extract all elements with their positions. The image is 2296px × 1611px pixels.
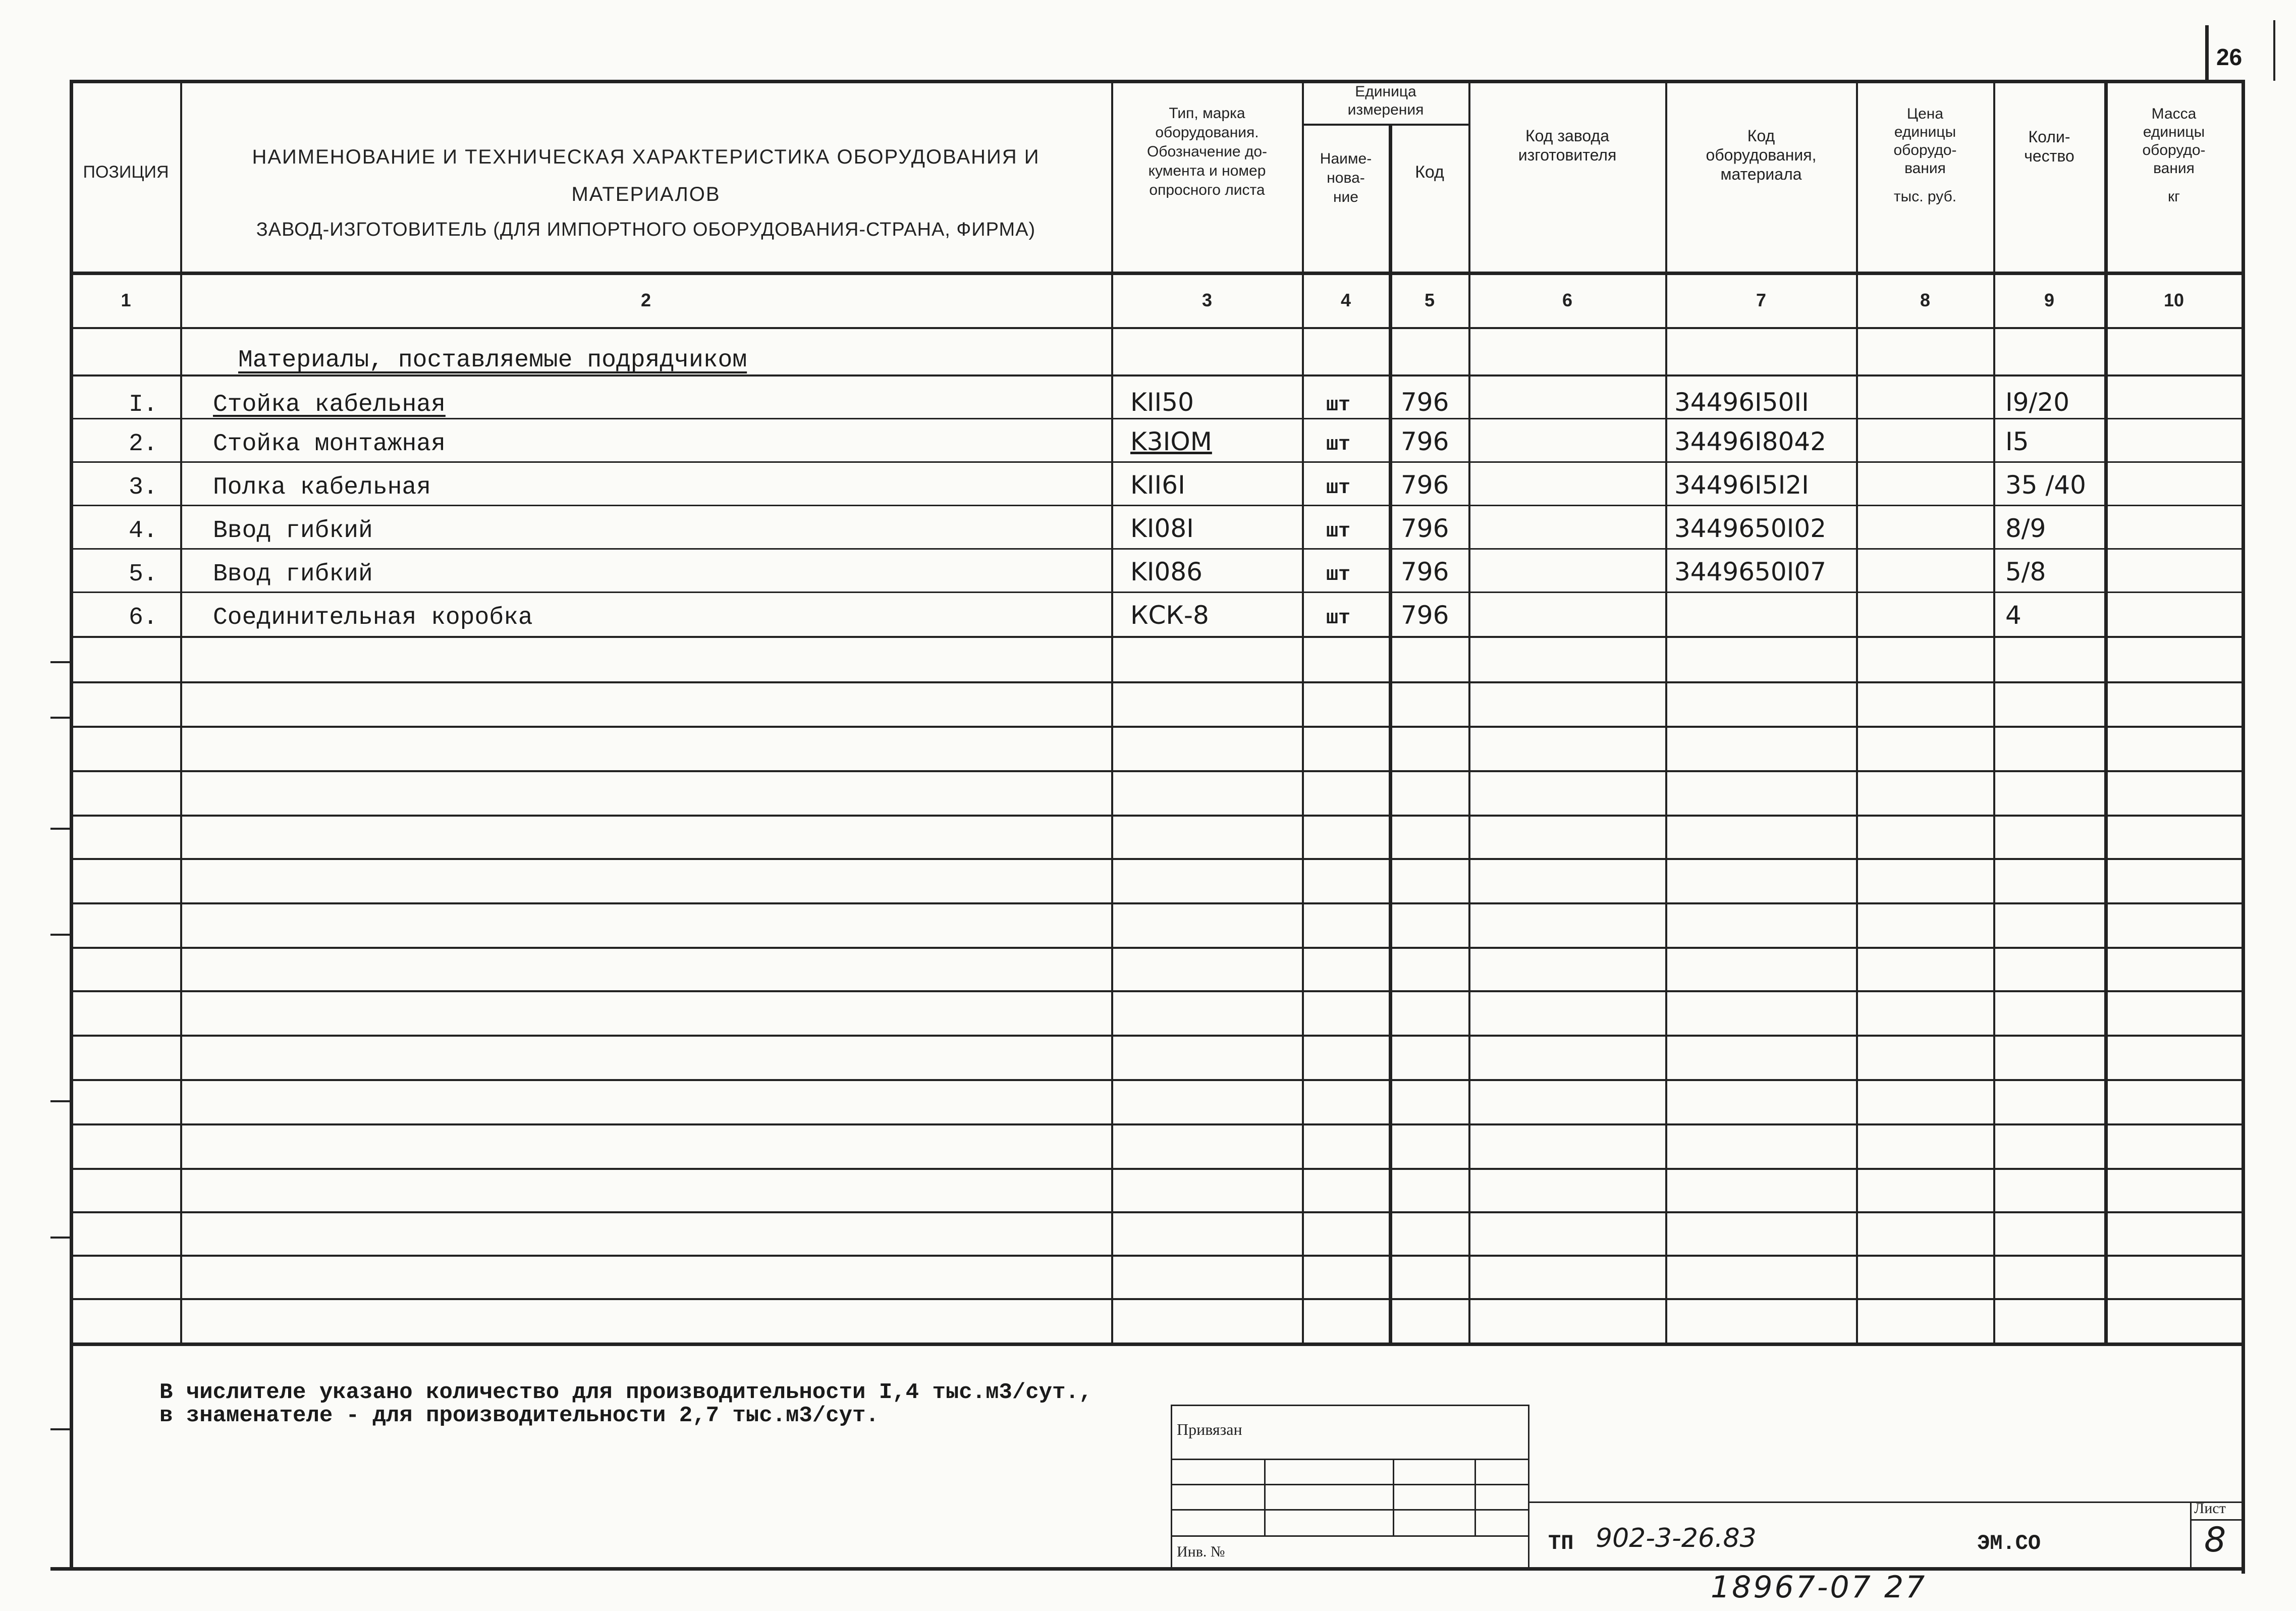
row-unit-code: 796 bbox=[1401, 601, 1449, 630]
header-col8-line: единицы bbox=[1894, 124, 1956, 140]
frame-right bbox=[2242, 80, 2245, 1574]
row-quantity: I9/20 bbox=[2005, 388, 2070, 417]
col-line-9 bbox=[2104, 81, 2108, 1342]
header-col8-line bbox=[1858, 178, 1992, 188]
row-position: 6. bbox=[129, 604, 158, 631]
stamp-privyazan: Привязан bbox=[1177, 1420, 1242, 1438]
header-bottom-line bbox=[71, 272, 2243, 275]
header-col6-line: Код завода bbox=[1525, 127, 1609, 145]
row-unit: шт bbox=[1326, 394, 1351, 417]
row-line-22 bbox=[71, 1298, 2243, 1300]
column-number: 4 bbox=[1340, 290, 1351, 310]
row-line-6 bbox=[71, 592, 2243, 593]
col-line-5 bbox=[1468, 81, 1470, 1342]
row-code: 34496I50II bbox=[1674, 388, 1809, 417]
header-col7-line: Код bbox=[1747, 127, 1775, 145]
row-type: K3IOM bbox=[1130, 427, 1212, 456]
stamp-sheet-number: 8 bbox=[2204, 1520, 2226, 1560]
header-col10-line: вания bbox=[2153, 160, 2195, 177]
col-line-8 bbox=[1993, 81, 1995, 1342]
col-line-6 bbox=[1665, 81, 1667, 1342]
row-quantity: 5/8 bbox=[2005, 557, 2046, 586]
row-line-5 bbox=[71, 548, 2243, 550]
row-quantity: 35 /40 bbox=[2005, 470, 2086, 500]
stamp-line bbox=[1171, 1405, 1172, 1569]
row-line-13 bbox=[71, 902, 2243, 904]
header-col8-line: тыс. руб. bbox=[1893, 188, 1957, 205]
stamp-line bbox=[2190, 1501, 2192, 1570]
header-col3-line: опросного листа bbox=[1149, 182, 1265, 198]
stamp-doc-code: ЭМ.СО bbox=[1977, 1531, 2041, 1555]
row-name: Ввод гибкий bbox=[213, 561, 373, 588]
row-line-8 bbox=[71, 681, 2243, 683]
header-col9-line: чество bbox=[2024, 147, 2074, 165]
archive-number: 18967-07 27 bbox=[1711, 1570, 1927, 1605]
row-unit-code: 796 bbox=[1401, 557, 1449, 586]
row-name: Стойка кабельная bbox=[213, 391, 446, 418]
row-line-1 bbox=[71, 374, 2243, 377]
row-line-17 bbox=[71, 1079, 2243, 1081]
header-col10-line: оборудо- bbox=[2142, 142, 2206, 158]
row-position: 2. bbox=[129, 431, 158, 458]
stamp-doc-number: 902-3-26.83 bbox=[1596, 1523, 1757, 1553]
margin-tick bbox=[50, 1237, 71, 1239]
row-type: KI086 bbox=[1130, 557, 1202, 586]
row-code: 3449650I02 bbox=[1674, 514, 1827, 543]
header-unit-group-line: измерения bbox=[1347, 101, 1424, 118]
table-bottom-line bbox=[71, 1342, 2243, 1346]
header-col6-line: изготовителя bbox=[1518, 146, 1617, 164]
column-number: 2 bbox=[640, 290, 651, 310]
column-number: 5 bbox=[1424, 290, 1435, 310]
header-col4-line: ние bbox=[1333, 189, 1358, 205]
row-quantity: I5 bbox=[2005, 427, 2029, 456]
row-position: 4. bbox=[129, 517, 158, 545]
row-line-18 bbox=[71, 1123, 2243, 1125]
margin-tick bbox=[50, 717, 71, 719]
numbers-bottom-line bbox=[71, 327, 2243, 329]
row-line-9 bbox=[71, 726, 2243, 728]
row-name: Ввод гибкий bbox=[213, 517, 373, 545]
row-unit: шт bbox=[1326, 520, 1351, 543]
row-code: 34496I5I2I bbox=[1674, 470, 1809, 500]
header-col2-line3: ЗАВОД-ИЗГОТОВИТЕЛЬ (ДЛЯ ИМПОРТНОГО ОБОРУДОВАНИЯ-СТРАНА, ФИРМА) bbox=[256, 219, 1036, 240]
header-col8-line: оборудо- bbox=[1893, 142, 1957, 158]
stamp-line bbox=[1264, 1459, 1266, 1537]
margin-tick bbox=[50, 661, 71, 663]
header-col2-line1: НАИМЕНОВАНИЕ И ТЕХНИЧЕСКАЯ ХАРАКТЕРИСТИКА ОБОРУДОВАНИЯ И bbox=[252, 146, 1040, 168]
header-unit-group-line: Единица bbox=[1355, 83, 1416, 100]
row-unit: шт bbox=[1326, 434, 1351, 456]
stamp-sheet-label: Лист bbox=[2194, 1500, 2226, 1517]
stamp-line bbox=[1528, 1501, 2244, 1503]
row-type: КСК-8 bbox=[1130, 601, 1209, 630]
section-title: Материалы, поставляемые подрядчиком bbox=[238, 347, 747, 374]
column-number: 6 bbox=[1562, 290, 1573, 310]
header-col9 bbox=[1995, 127, 2103, 166]
margin-tick bbox=[50, 1428, 71, 1430]
row-name: Стойка монтажная bbox=[213, 431, 446, 458]
column-number: 7 bbox=[1756, 290, 1767, 310]
header-col7-line: материала bbox=[1720, 165, 1802, 183]
header-col8-line: Цена bbox=[1906, 105, 1944, 122]
margin-tick bbox=[50, 934, 71, 936]
header-col4-line: нова- bbox=[1327, 170, 1365, 186]
header-col2-line2: МАТЕРИАЛОВ bbox=[571, 183, 721, 205]
col-line-7 bbox=[1856, 81, 1858, 1342]
header-col8-line: вания bbox=[1904, 160, 1946, 177]
row-line-16 bbox=[71, 1035, 2243, 1037]
column-number: 8 bbox=[1920, 290, 1931, 310]
column-number: 10 bbox=[2163, 290, 2184, 310]
row-line-15 bbox=[71, 990, 2243, 992]
column-number: 3 bbox=[1201, 290, 1213, 310]
stamp-line bbox=[1474, 1459, 1476, 1537]
header-col10-line: Масса bbox=[2151, 105, 2197, 122]
row-name: Полка кабельная bbox=[213, 474, 431, 501]
row-line-7 bbox=[71, 636, 2243, 638]
row-line-14 bbox=[71, 947, 2243, 949]
header-col3-line: кумента и номер bbox=[1148, 163, 1266, 179]
header-col10-line: кг bbox=[2167, 188, 2180, 205]
row-line-12 bbox=[71, 858, 2243, 860]
row-quantity: 4 bbox=[2005, 601, 2021, 630]
row-line-11 bbox=[71, 815, 2243, 817]
margin-tick bbox=[50, 1100, 71, 1102]
row-line-3 bbox=[71, 461, 2243, 463]
col-line-1 bbox=[180, 81, 182, 1342]
row-unit-code: 796 bbox=[1401, 388, 1449, 417]
row-unit: шт bbox=[1326, 477, 1351, 500]
corner-box-left bbox=[2205, 25, 2209, 81]
stamp-doc-prefix: ТП bbox=[1548, 1531, 1574, 1555]
header-col3-line: Тип, марка bbox=[1169, 105, 1245, 122]
header-col10 bbox=[2107, 105, 2240, 206]
header-col4-line: Наиме- bbox=[1320, 150, 1372, 167]
row-position: 3. bbox=[129, 474, 158, 501]
header-col9-line: Коли- bbox=[2028, 128, 2070, 146]
row-unit: шт bbox=[1326, 564, 1351, 586]
header-col10-line: единицы bbox=[2143, 124, 2205, 140]
row-unit-code: 796 bbox=[1401, 470, 1449, 500]
row-unit: шт bbox=[1326, 607, 1351, 630]
stamp-line bbox=[1528, 1405, 1529, 1569]
row-line-4 bbox=[71, 505, 2243, 506]
row-type: KII6I bbox=[1130, 470, 1185, 500]
row-code: 34496I8042 bbox=[1674, 427, 1827, 456]
row-type: KII50 bbox=[1130, 388, 1194, 417]
stamp-inv-no: Инв. № bbox=[1177, 1543, 1225, 1560]
unit-group-divider bbox=[1302, 124, 1468, 126]
header-col3 bbox=[1113, 104, 1301, 200]
row-code: 3449650I07 bbox=[1674, 557, 1827, 586]
header-col7-line: оборудования, bbox=[1706, 146, 1817, 164]
header-col7 bbox=[1667, 126, 1855, 184]
row-position: 5. bbox=[129, 561, 158, 588]
header-col3-line: оборудования. bbox=[1155, 124, 1259, 141]
footnote-line2: в знаменателе - для производительности 2,7 тыс.м3/сут. bbox=[159, 1403, 879, 1428]
header-col5: Код bbox=[1415, 163, 1444, 182]
col-line-2 bbox=[1111, 81, 1113, 1342]
row-quantity: 8/9 bbox=[2005, 514, 2046, 543]
header-col1: ПОЗИЦИЯ bbox=[83, 163, 169, 182]
row-line-19 bbox=[71, 1168, 2243, 1170]
stamp-line bbox=[1171, 1405, 1529, 1406]
header-col10-line bbox=[2107, 178, 2240, 188]
corner-page-number: 26 bbox=[2216, 44, 2243, 70]
column-number: 9 bbox=[2044, 290, 2055, 310]
col-line-3 bbox=[1302, 81, 1304, 1342]
row-line-10 bbox=[71, 770, 2243, 772]
row-line-21 bbox=[71, 1255, 2243, 1257]
header-col6 bbox=[1470, 126, 1664, 165]
frame-top bbox=[71, 80, 2243, 83]
header-col4 bbox=[1304, 149, 1388, 207]
row-unit-code: 796 bbox=[1401, 427, 1449, 456]
header-col8 bbox=[1858, 105, 1992, 206]
row-name: Соединительная коробка bbox=[213, 604, 533, 631]
row-line-20 bbox=[71, 1211, 2243, 1213]
corner-box-right bbox=[2273, 20, 2275, 81]
margin-tick bbox=[50, 828, 71, 830]
row-type: KI08I bbox=[1130, 514, 1194, 543]
header-col3-line: Обозначение до- bbox=[1146, 143, 1268, 160]
footnote-line1: В числителе указано количество для производительности I,4 тыс.м3/сут., bbox=[159, 1380, 1092, 1405]
row-position: I. bbox=[129, 391, 158, 418]
column-number: 1 bbox=[121, 290, 131, 310]
stamp-line bbox=[1393, 1459, 1394, 1537]
header-unit-group bbox=[1304, 83, 1467, 119]
row-unit-code: 796 bbox=[1401, 514, 1449, 543]
